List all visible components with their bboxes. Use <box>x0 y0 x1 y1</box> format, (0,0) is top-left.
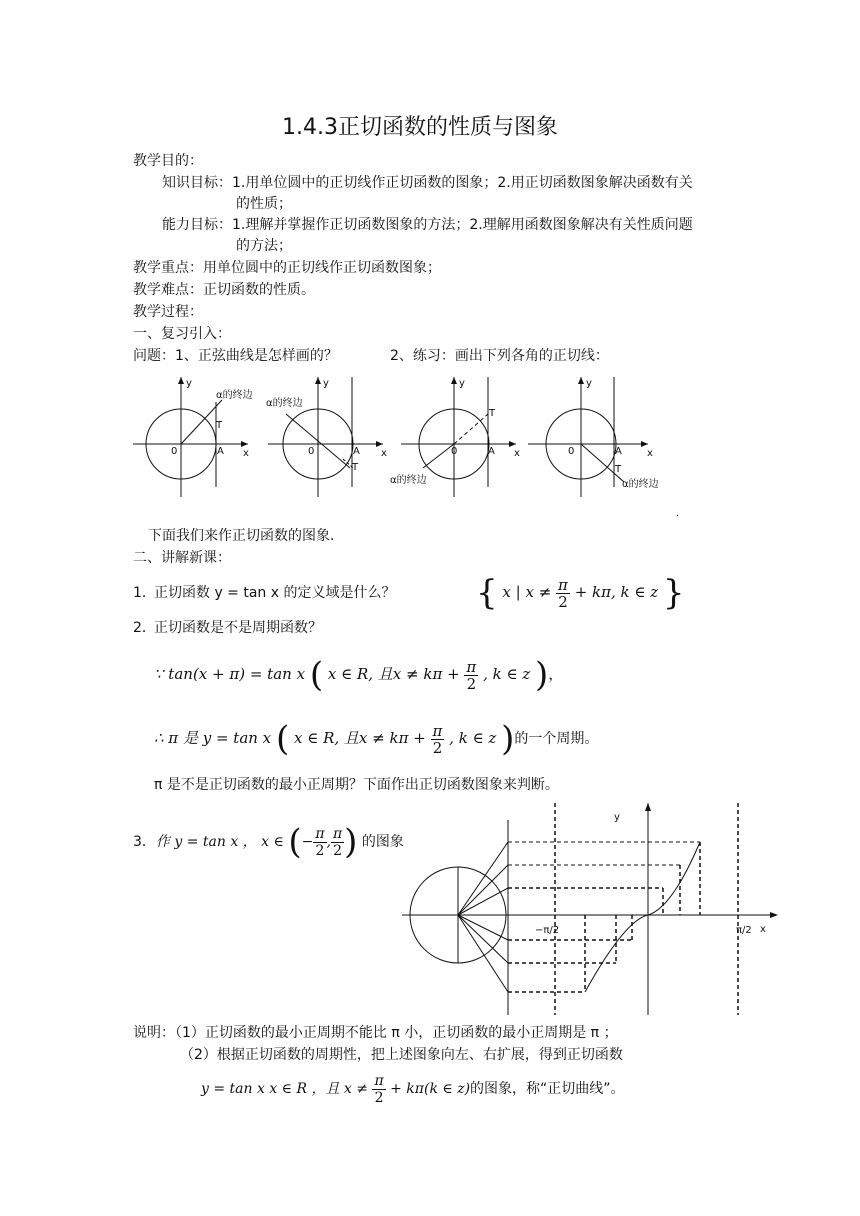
pi-over-2-frac-6: $\frac{\pi}{2}$ <box>374 1072 384 1106</box>
goal1-text-cont: 的性质； <box>236 196 292 212</box>
item3-number: 3． <box>133 834 156 850</box>
item1-number: 1． <box>133 585 156 601</box>
fig1-alpha-label: α的终边 <box>216 390 253 401</box>
question-1: 问题：1、正弦曲线是怎样画的？ <box>133 348 338 364</box>
fig-dot: . <box>676 508 680 519</box>
goals-heading: 教学目的： <box>133 153 203 169</box>
fig1-x-label: x <box>243 448 249 459</box>
item2-number: 2． <box>133 620 156 636</box>
note-3: y = tan x x ∈ R ，且 x ≠ $\frac{\pi}{2}$ + kπ(k ∈ z)的图象，称“正切曲线”。 <box>201 1072 625 1106</box>
tangent-graph <box>400 800 780 1020</box>
fig4-t-label: T <box>615 464 622 475</box>
goal1-text: 1.用单位圆中的正切线作正切函数的图象；2.用正切函数图象解决函数有关 <box>232 175 693 191</box>
fig1-a-label: A <box>217 446 224 457</box>
item3-line: 3．作 y = tan x ， x ∈ (− $\frac{\pi}{2}$ , $\frac{\pi}{2}$ ) 的图象 <box>133 822 404 862</box>
note-1: 说明：（1）正切函数的最小正周期不能比 π 小，正切函数的最小正周期是 π ； <box>133 1025 618 1041</box>
fig2-origin-label: 0 <box>308 446 315 457</box>
item1-question: 正切函数 y = tan x 的定义域是什么？ <box>154 585 396 601</box>
item1-answer-lead: x | x ≠ <box>502 583 557 601</box>
note-2: （2）根据正切函数的周期性，把上述图象向左、右扩展，得到正切函数 <box>180 1047 623 1063</box>
therefore-line: ∴ π 是 y = tan x ( x ∈ R, 且x ≠ kπ + $\frac{\pi}{2}$ , k ∈ z )的一个周期。 <box>154 719 599 759</box>
page-title: 1.4.3正切函数的性质与图象 <box>282 115 558 140</box>
fig2-x-label: x <box>381 448 387 459</box>
item1-answer-tail: + kπ, k ∈ z <box>574 583 659 601</box>
item3-tail: 的图象 <box>361 834 404 850</box>
next-line: 下面我们来作正切函数的图象. <box>148 528 335 544</box>
difficulty: 教学难点：正切函数的性质。 <box>133 282 315 298</box>
graph-y-label: y <box>614 812 620 823</box>
fig3-x-label: x <box>514 448 520 459</box>
fig1-origin-label: 0 <box>171 446 178 457</box>
pi-over-2-frac-5: $\frac{\pi}{2}$ <box>332 825 343 859</box>
fig3-alpha-label: α的终边 <box>390 475 427 486</box>
pi-over-2-frac-4: $\frac{\pi}{2}$ <box>315 825 325 859</box>
item3-text: 作 y = tan x ， x ∈ <box>155 834 284 850</box>
pi-over-2-frac-2: $\frac{\pi}{2}$ <box>466 657 477 693</box>
process-heading: 教学过程： <box>133 304 203 320</box>
fig1-y-label: y <box>186 378 192 389</box>
pi-over-2-frac-3: $\frac{\pi}{2}$ <box>432 721 443 757</box>
fig2-y-label: y <box>323 378 329 389</box>
pi-over-2-frac-1: $\frac{\pi}{2}$ <box>558 575 568 611</box>
fig3-y-label: y <box>459 378 465 389</box>
goal2-text-cont: 的方法； <box>236 238 292 254</box>
fig3-t-label: T <box>489 408 496 419</box>
fig4-y-label: y <box>586 378 592 389</box>
review-heading: 一、复习引入： <box>133 326 231 342</box>
min-period-question: π 是不是正切函数的最小正周期？下面作出正切函数图象来判断。 <box>154 777 559 793</box>
fig3-a-label: A <box>488 446 495 457</box>
fig4-origin-label: 0 <box>568 446 575 457</box>
graph-neg-half-pi: −π/2 <box>535 925 560 936</box>
item1-answer: { x | x ≠ $\frac{\pi}{2}$ + kπ, k ∈ z } <box>476 573 685 613</box>
item2-question: 正切函数是不是周期函数？ <box>154 620 322 636</box>
fig4-a-label: A <box>615 446 622 457</box>
because-line: ∵ tan(x + π) = tan x ( x ∈ R, 且x ≠ kπ + $\frac{\pi}{2}$ , k ∈ z )， <box>154 655 564 695</box>
goal1-label: 知识目标： <box>162 175 232 191</box>
question-2: 2、练习：画出下列各角的正切线： <box>390 348 609 364</box>
goal2-text: 1.理解并掌握作正切函数图象的方法；2.理解用函数图象解决有关性质问题 <box>232 217 693 233</box>
goal2-label: 能力目标： <box>162 217 232 233</box>
fig2-alpha-label: α的终边 <box>266 398 303 409</box>
fig2-t-label: T <box>352 462 359 473</box>
key-point: 教学重点：用单位圆中的正切线作正切函数图象； <box>133 260 441 276</box>
fig3-origin-label: 0 <box>451 446 458 457</box>
fig1-t-label: T <box>216 420 223 431</box>
graph-x-label: x <box>760 924 766 935</box>
fig4-alpha-label: α的终边 <box>622 479 659 490</box>
graph-half-pi: π/2 <box>736 925 752 936</box>
fig2-a-label: A <box>353 446 360 457</box>
tangent-line-figures <box>128 372 688 522</box>
new-lesson-heading: 二、讲解新课： <box>133 550 231 566</box>
fig4-x-label: x <box>647 448 653 459</box>
figure-labels <box>171 378 679 519</box>
